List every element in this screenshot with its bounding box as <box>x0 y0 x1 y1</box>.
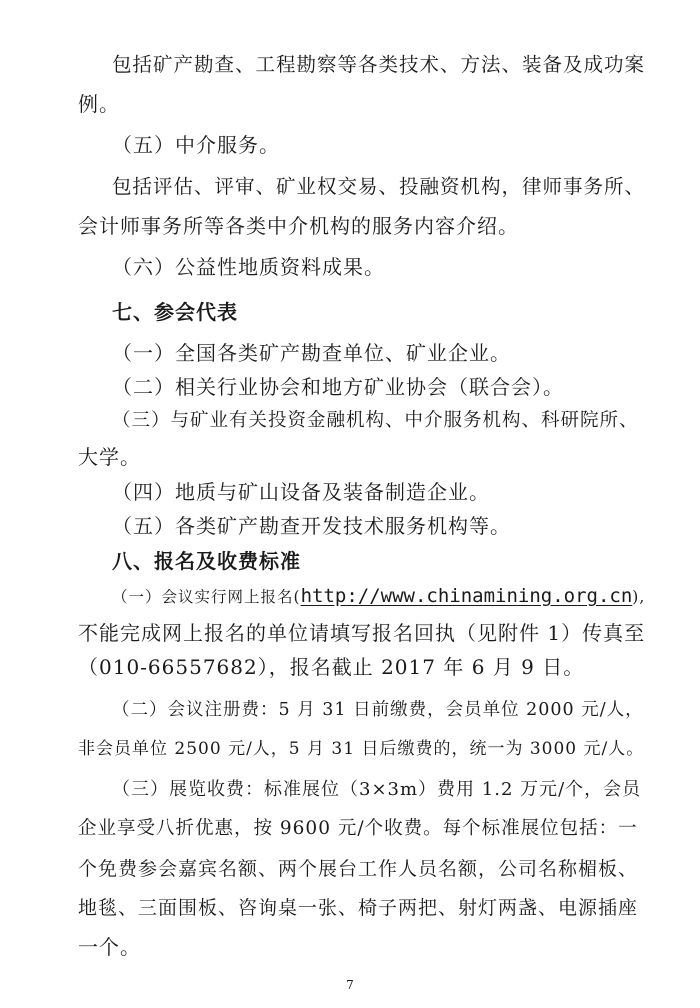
paragraph-line: 企业享受八折优惠，按 9600 元/个收费。每个标准展位包括：一 <box>78 818 638 839</box>
registration-line <box>112 583 645 610</box>
registration-url-link[interactable]: http://www.chinamining.org.cn <box>300 585 633 607</box>
list-item: （一）全国各类矿产勘查单位、矿业企业。 <box>112 341 511 365</box>
exhibition-line: （三）展览收费：标准展位（3×3m）费用 1.2 万元/个，会员 <box>112 779 642 800</box>
list-item: （五）各类矿产勘查开发技术服务机构等。 <box>112 514 511 538</box>
paragraph-line: 包括评估、评审、矿业权交易、投融资机构，律师事务所、 <box>112 175 646 198</box>
section-heading-8: 八、报名及收费标准 <box>112 549 301 573</box>
list-item: （三）与矿业有关投资金融机构、中介服务机构、科研院所、 <box>112 410 639 431</box>
list-item: （二）相关行业协会和地方矿业协会（联合会）。 <box>112 375 564 399</box>
page-number: 7 <box>346 978 354 992</box>
section-item-6-public-data: （六）公益性地质资料成果。 <box>112 255 385 279</box>
paragraph-line: 包括矿产勘查、工程勘察等各类技术、方法、装备及成功案 <box>112 53 646 76</box>
paragraph-line: 会计师事务所等各类中介机构的服务内容介绍。 <box>78 214 519 238</box>
paragraph-line: （010-66557682），报名截止 2017 年 6 月 9 日。 <box>78 655 585 679</box>
paragraph-line: 不能完成网上报名的单位请填写报名回执（见附件 1）传真至 <box>78 621 646 645</box>
list-item: （四）地质与矿山设备及装备制造企业。 <box>112 480 490 504</box>
registration-text-end: ), <box>632 588 646 606</box>
paragraph-line: 个免费参会嘉宾名额、两个展台工作人员名额，公司名称楣板、 <box>78 858 639 880</box>
section-heading-7: 七、参会代表 <box>112 300 238 324</box>
registration-text: （一）会议实行网上报名( <box>112 588 301 606</box>
paragraph-line: 地毯、三面围板、咨询桌一张、椅子两把、射灯两盏、电源插座 <box>78 897 639 919</box>
paragraph-line: 例。 <box>78 92 120 116</box>
list-item-continuation: 大学。 <box>78 445 141 469</box>
fee-line: 非会员单位 2500 元/人，5 月 31 日后缴费的，统一为 3000 元/人。 <box>78 739 645 759</box>
paragraph-line: 一个。 <box>78 935 141 959</box>
fee-line: （二）会议注册费：5 月 31 日前缴费，会员单位 2000 元/人， <box>112 700 644 720</box>
section-item-5-intermediary: （五）中介服务。 <box>112 133 280 157</box>
